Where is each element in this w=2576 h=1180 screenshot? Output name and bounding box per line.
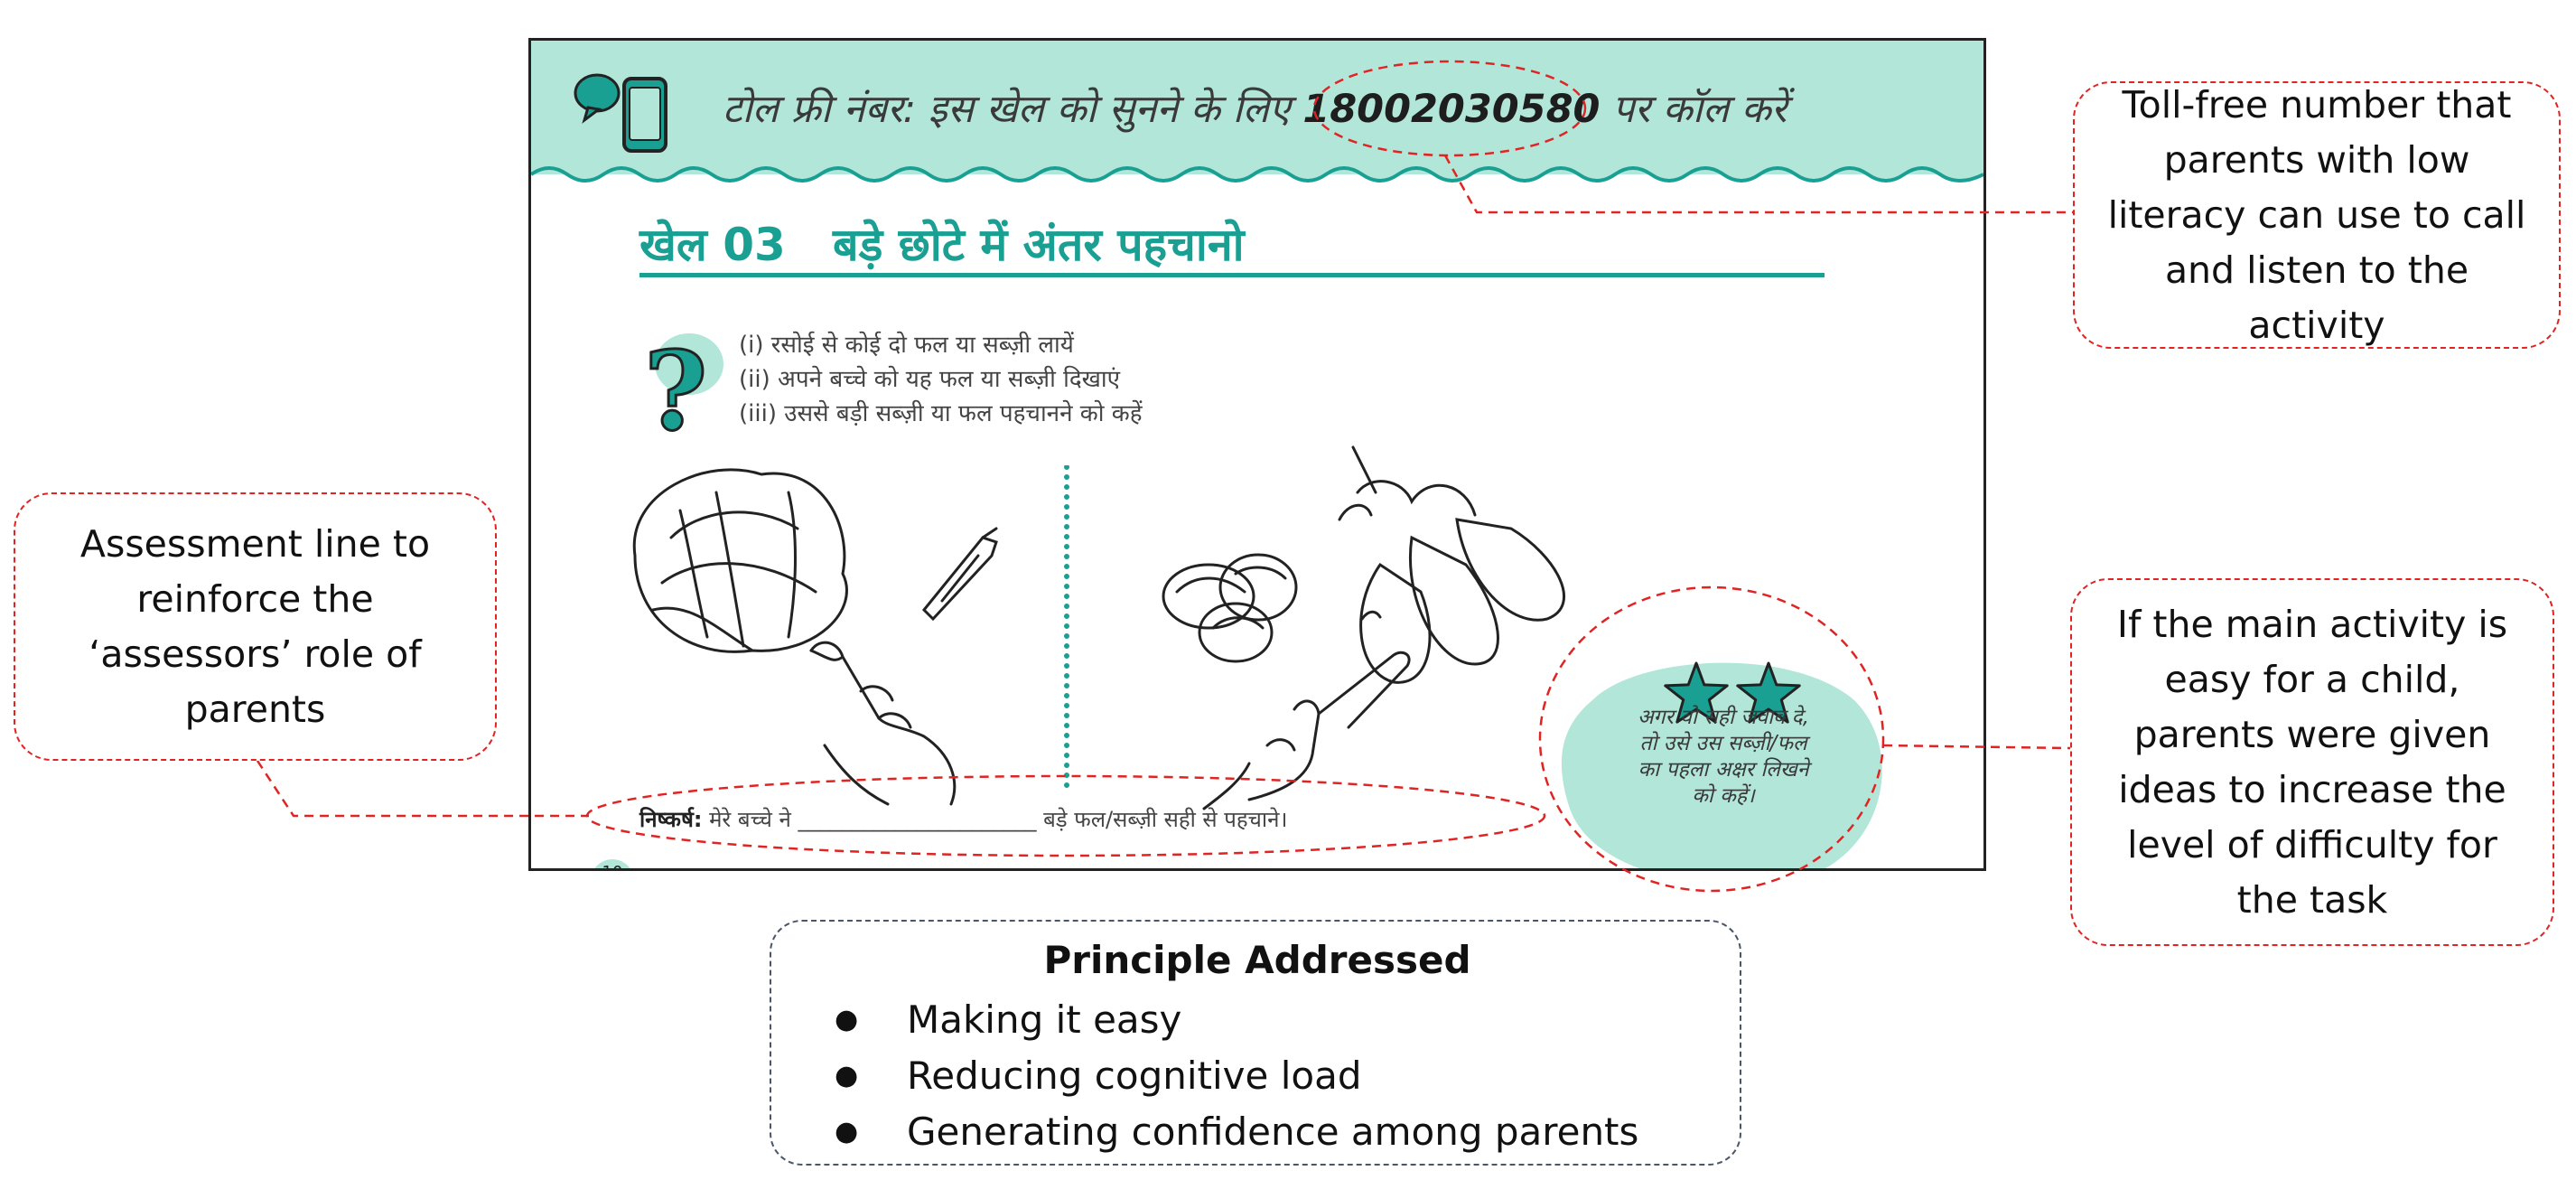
callout-line: parents with low [2163, 137, 2470, 182]
wave-divider [531, 162, 1983, 198]
principle-box [770, 920, 1741, 1166]
callout-line: literacy can use to call [2107, 192, 2526, 237]
page-number-badge [585, 850, 639, 882]
callout-line: easy for a child, [2164, 657, 2460, 701]
callout-line: parents [184, 687, 326, 731]
callout-tollfree [2073, 81, 2561, 349]
callout-assessment [14, 492, 497, 761]
callout-line: reinforce the [136, 576, 374, 621]
callout-line: activity [2248, 303, 2385, 347]
tollfree-prefix: टोल फ्री नंबर: इस खेल को सुनने के लिए [723, 87, 1291, 132]
callout-line: level of difficulty for [2127, 822, 2497, 866]
bonus-instruction [1556, 705, 1890, 810]
tollfree-line [723, 80, 1787, 134]
page-number: 10 [602, 863, 623, 882]
game-title [639, 212, 1245, 274]
principle-item: ● Making it easy [835, 992, 1638, 1048]
principle-item: ● Reducing cognitive load [835, 1048, 1638, 1104]
callout-line: Assessment line to [79, 521, 431, 566]
conclusion-text: मेरे बच्चे ने ______________________ बड़े फल/सब्ज़ी सही से पहचाने। [709, 807, 1288, 832]
callout-line: parents were given [2133, 712, 2491, 756]
conclusion-line [639, 804, 1288, 834]
instruction-item: (ii) अपने बच्चे को यह फल या सब्ज़ी दिखाएं [739, 366, 1121, 393]
principle-item: ● Generating confidence among parents [835, 1104, 1638, 1160]
callout-line: ideas to increase the [2118, 767, 2506, 811]
bonus-line: तो उसे उस सब्ज़ी/फल [1639, 732, 1807, 755]
tollfree-number: 18002030580 [1302, 87, 1601, 132]
phone-speech-icon [572, 66, 676, 156]
bonus-line: का पहला अक्षर लिखने [1638, 758, 1809, 782]
principle-title: Principle Addressed [1043, 938, 1471, 982]
conclusion-label: निष्कर्ष: [639, 807, 703, 832]
svg-text:?: ? [644, 328, 708, 445]
game-name: बड़े छोटे में अंतर पहचानो [833, 219, 1245, 271]
tollfree-suffix: पर कॉल करें [1612, 87, 1787, 132]
principle-list [835, 992, 1638, 1160]
onion-eggplant-illustration [1132, 438, 1601, 818]
callout-difficulty [2070, 578, 2554, 946]
callout-line: If the main activity is [2116, 602, 2508, 646]
question-mark-icon [635, 328, 725, 445]
cabbage-okra-illustration [617, 456, 1087, 809]
bonus-line: को कहें। [1692, 784, 1755, 808]
callout-line: and listen to the [2164, 248, 2469, 292]
callout-line: ‘assessors’ role of [89, 632, 422, 676]
worksheet-page [528, 38, 1986, 882]
bonus-line: अगर वो सही जवाब दे, [1637, 706, 1810, 729]
instruction-item: (i) रसोई से कोई दो फल या सब्ज़ी लायें [739, 332, 1074, 359]
game-number: खेल 03 [639, 219, 786, 271]
dotted-divider [1062, 465, 1071, 791]
instruction-list [739, 328, 1143, 431]
title-underline [639, 273, 1825, 277]
callout-line: Toll-free number that [2122, 82, 2512, 126]
callout-line: the task [2236, 877, 2388, 922]
instruction-item: (iii) उससे बड़ी सब्ज़ी या फल पहचानने को कहें [739, 400, 1143, 427]
